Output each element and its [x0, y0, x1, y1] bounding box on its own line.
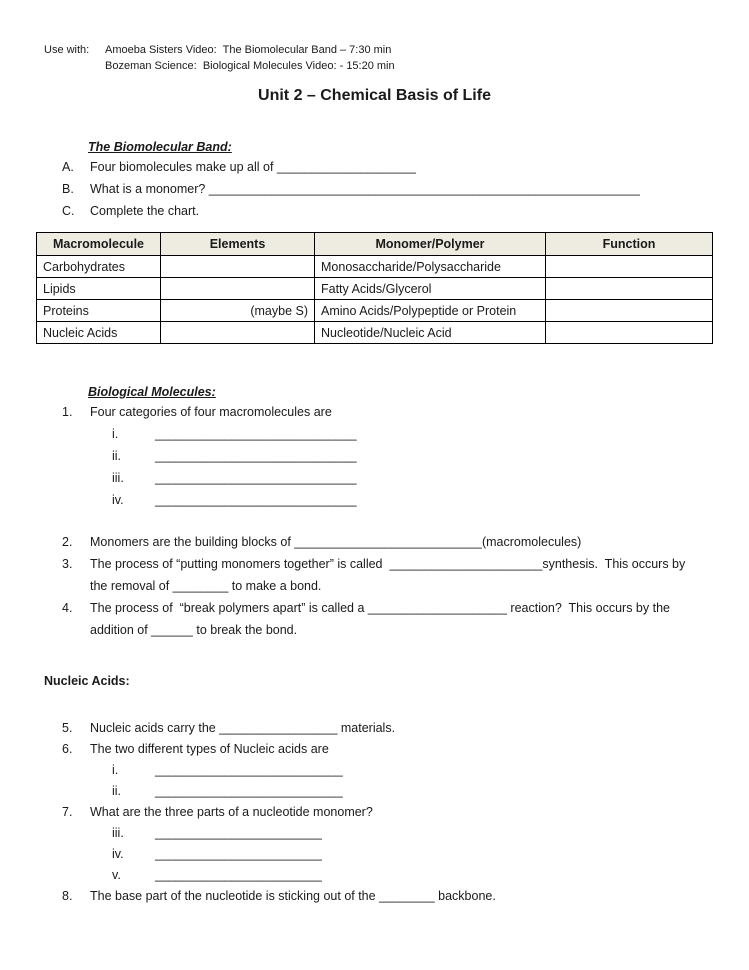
- section-heading-biomolecular-band: The Biomolecular Band:: [88, 140, 232, 154]
- note-text-1: Amoeba Sisters Video: The Biomolecular Band – 7:30 min: [105, 44, 392, 56]
- table-row: [37, 322, 713, 344]
- cell-elements: [161, 278, 315, 300]
- cell-monomer-polymer: Monosaccharide/Polysaccharide: [315, 256, 546, 278]
- band-item-b-text: What is a monomer? ______________________________________________________________: [90, 182, 640, 196]
- question-7-sub-iv: [112, 844, 749, 865]
- cell-monomer-polymer: Amino Acids/Polypeptide or Protein: [315, 300, 546, 322]
- page-title: Unit 2 – Chemical Basis of Life: [258, 87, 491, 104]
- question-3-number: 3.: [62, 557, 73, 571]
- band-item-b-label: B.: [62, 182, 74, 196]
- roman-label: ii.: [112, 449, 122, 463]
- cell-function: [546, 278, 713, 300]
- blank-line: _____________________________: [155, 427, 357, 441]
- blank-line: ________________________: [155, 826, 322, 840]
- question-5-number: 5.: [62, 721, 73, 735]
- question-7-number: 7.: [62, 805, 73, 819]
- cell-elements: [161, 322, 315, 344]
- band-item-c: [62, 200, 749, 222]
- question-6-number: 6.: [62, 742, 73, 756]
- question-8: [62, 886, 749, 907]
- question-5-text: Nucleic acids carry the _________________ materials.: [90, 721, 396, 735]
- blank-line: _____________________________: [155, 471, 357, 485]
- question-7-text: What are the three parts of a nucleotide monomer?: [90, 805, 373, 819]
- table-header-elements: Elements: [161, 233, 315, 256]
- table-header-function: Function: [546, 233, 713, 256]
- question-4-text: The process of “break polymers apart” is called a ____________________ reaction? This occurs by the: [90, 601, 670, 615]
- table-row: [37, 278, 713, 300]
- nucleic-acids-section: [0, 673, 749, 907]
- cell-function: [546, 256, 713, 278]
- roman-label: iii.: [112, 826, 124, 840]
- note-text-2: Bozeman Science: Biological Molecules Video: - 15:20 min: [105, 60, 395, 72]
- band-item-a-text: Four biomolecules make up all of ____________________: [90, 160, 416, 174]
- table-header-monomer-polymer: Monomer/Polymer: [315, 233, 546, 256]
- cell-macromolecule: Nucleic Acids: [37, 322, 161, 344]
- video-reference-note: [44, 42, 749, 74]
- note-label: Use with:: [44, 44, 90, 56]
- question-8-number: 8.: [62, 889, 73, 903]
- band-item-b: [62, 178, 749, 200]
- cell-elements: [161, 256, 315, 278]
- table-row: [37, 300, 713, 322]
- roman-label: iii.: [112, 471, 124, 485]
- roman-label: i.: [112, 427, 119, 441]
- question-7-sub-v: [112, 865, 749, 886]
- table-header-macromolecule: Macromolecule: [37, 233, 161, 256]
- blank-line: ___________________________: [155, 763, 343, 777]
- question-6: [62, 739, 749, 760]
- question-1-sub-iii: [112, 467, 749, 489]
- question-5: [62, 718, 749, 739]
- question-1-number: 1.: [62, 405, 73, 419]
- band-item-c-text: Complete the chart.: [90, 204, 200, 218]
- question-3-text: The process of “putting monomers together” is called ______________________synthesis. This occurs by: [90, 557, 686, 571]
- band-item-a-label: A.: [62, 160, 74, 174]
- table-row: [37, 256, 713, 278]
- question-4-number: 4.: [62, 601, 73, 615]
- question-1-sub-i: [112, 423, 749, 445]
- question-2-number: 2.: [62, 535, 73, 549]
- macromolecule-table: [36, 232, 713, 344]
- section-heading-biological-molecules: Biological Molecules:: [88, 385, 216, 399]
- question-7: [62, 802, 749, 823]
- cell-elements: (maybe S): [161, 300, 315, 322]
- blank-line: _____________________________: [155, 493, 357, 507]
- band-item-c-label: C.: [62, 204, 75, 218]
- question-3: [62, 553, 749, 575]
- roman-label: ii.: [112, 784, 122, 798]
- roman-label: iv.: [112, 847, 124, 861]
- question-1-sub-ii: [112, 445, 749, 467]
- blank-line: ________________________: [155, 868, 322, 882]
- question-2-text: Monomers are the building blocks of ___________________________(macromolecules): [90, 535, 582, 549]
- cell-macromolecule: Proteins: [37, 300, 161, 322]
- note-line-1: [44, 42, 749, 58]
- roman-label: v.: [112, 868, 121, 882]
- blank-line: _____________________________: [155, 449, 357, 463]
- question-7-sub-iii: [112, 823, 749, 844]
- roman-label: i.: [112, 763, 119, 777]
- question-6-text: The two different types of Nucleic acids are: [90, 742, 329, 756]
- question-8-text: The base part of the nucleotide is sticking out of the ________ backbone.: [90, 889, 496, 903]
- cell-macromolecule: Carbohydrates: [37, 256, 161, 278]
- roman-label: iv.: [112, 493, 124, 507]
- question-1-text: Four categories of four macromolecules are: [90, 405, 332, 419]
- question-3-continuation: the removal of ________ to make a bond.: [90, 579, 322, 593]
- blank-line: ________________________: [155, 847, 322, 861]
- cell-function: [546, 322, 713, 344]
- question-4: [62, 597, 749, 619]
- cell-function: [546, 300, 713, 322]
- cell-monomer-polymer: Nucleotide/Nucleic Acid: [315, 322, 546, 344]
- section-heading-nucleic-acids: Nucleic Acids:: [44, 674, 130, 688]
- note-line-2: [44, 58, 749, 74]
- question-4-continuation: addition of ______ to break the bond.: [90, 623, 298, 637]
- question-6-sub-i: [112, 760, 749, 781]
- cell-macromolecule: Lipids: [37, 278, 161, 300]
- cell-monomer-polymer: Fatty Acids/Glycerol: [315, 278, 546, 300]
- question-6-sub-ii: [112, 781, 749, 802]
- question-1-sub-iv: [112, 489, 749, 511]
- blank-line: ___________________________: [155, 784, 343, 798]
- band-item-a: [62, 156, 749, 178]
- question-1: [62, 401, 749, 423]
- question-2: [62, 531, 749, 553]
- table-header-row: [37, 233, 713, 256]
